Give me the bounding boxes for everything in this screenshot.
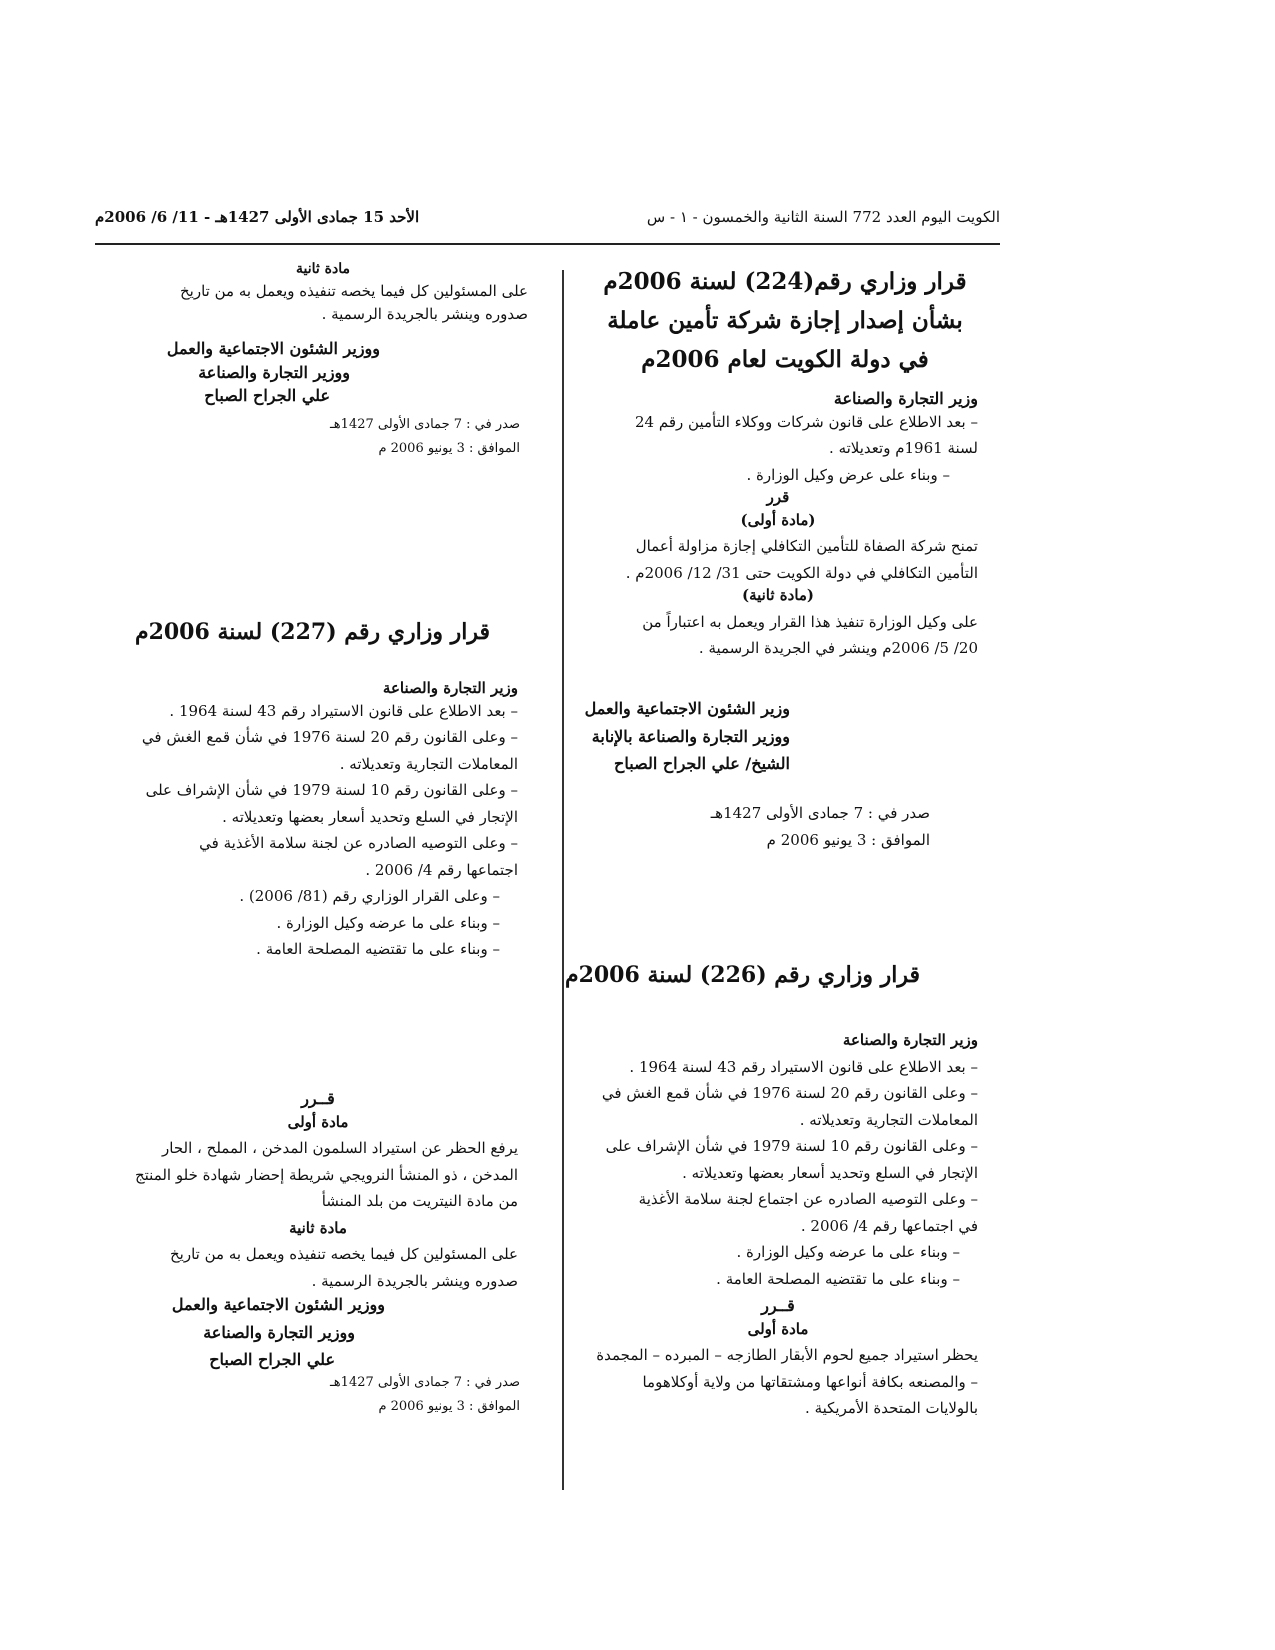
decision-227-preamble-3: المعاملات التجارية وتعديلاته .	[339, 754, 518, 773]
decision-227-articles	[118, 1090, 518, 1289]
decision-227-preamble-5: الإتجار في السلع وتحديد أسعار بعضها وتعديلاته .	[222, 807, 518, 826]
decision-226-title	[564, 962, 920, 988]
decision-226-decided: قــرر	[761, 1296, 795, 1315]
decision-227-signature-line-1: ووزير الشئون الاجتماعية والعمل	[171, 1295, 385, 1314]
decision-224-title-line-3: في دولة الكويت لعام 2006م	[641, 346, 929, 374]
decision-224-title-line-2: بشأن إصدار إجازة شركة تأمين عاملة	[607, 307, 963, 335]
decision-227-signature-line-2: ووزير التجارة والصناعة	[203, 1322, 355, 1342]
decision-226-preamble-9: – وبناء على ما تقتضيه المصلحة العامة .	[716, 1269, 960, 1288]
decision-226-continuation	[118, 262, 528, 322]
decision-227-article-1-line-3: من مادة النيتريت من بلد المنشأ	[321, 1192, 518, 1211]
decision-226-dates	[300, 418, 520, 457]
header-divider	[95, 243, 1000, 245]
decision-226-body	[578, 1032, 978, 1417]
decision-226-preamble-7: في اجتماعها رقم 4/ 2006 .	[800, 1216, 978, 1235]
decision-227-dates	[300, 1376, 520, 1415]
decision-227-article-2-line-1: على المسئولين كل فيما يخصه تنفيذه ويعمل به من تاريخ	[169, 1245, 518, 1264]
decision-224-title	[590, 262, 980, 379]
decision-226-preamble-5: الإتجار في السلع وتحديد أسعار بعضها وتعديلاته .	[682, 1163, 978, 1182]
decision-227-preamble-10: – وبناء على ما تقتضيه المصلحة العامة .	[256, 940, 500, 958]
decision-226-preamble-2: – وعلى القانون رقم 20 لسنة 1976 في شأن قمع الغش في	[601, 1084, 978, 1102]
decision-226-preamble-3: المعاملات التجارية وتعديلاته .	[799, 1110, 978, 1129]
page-header	[95, 208, 1000, 234]
decision-226-signature-line-2: ووزير التجارة والصناعة	[198, 362, 350, 382]
decision-227-minister: وزير التجارة والصناعة	[382, 679, 518, 697]
decision-227-title	[134, 619, 490, 645]
decision-226-article-1-line-1: يحظر استيراد جميع لحوم الأبقار الطازجه – المبرده – المجمدة	[596, 1346, 978, 1365]
decision-227-corresponding: الموافق : 3 يونيو 2006 م	[378, 1399, 520, 1415]
decision-226-article-2-line-1: على المسئولين كل فيما يخصه تنفيذه ويعمل به من تاريخ	[179, 282, 528, 301]
decision-224-article-2-line-1: على وكيل الوزارة تنفيذ هذا القرار ويعمل به اعتباراً من	[642, 612, 978, 631]
decision-224-article-2-title: (مادة ثانية)	[741, 586, 815, 605]
decision-224-issued: صدر في : 7 جمادى الأولى 1427هـ	[710, 804, 930, 822]
decision-227-preamble-7: اجتماعها رقم 4/ 2006 .	[365, 860, 518, 879]
decision-224-article-1-title: (مادة أولى)	[740, 510, 816, 529]
decision-227-issued: صدر في : 7 جمادى الأولى 1427هـ	[330, 1375, 520, 1390]
decision-226-minister: وزير التجارة والصناعة	[842, 1031, 978, 1049]
decision-227-article-2-title: مادة ثانية	[289, 1218, 347, 1237]
decision-227-signature-line-3: علي الجراح الصباح	[209, 1350, 335, 1370]
decision-227-title-text: قرار وزاري رقم (227) لسنة 2006م	[134, 619, 490, 645]
decision-224-signature-line-3: الشيخ/ علي الجراح الصباح	[614, 754, 790, 774]
decision-224-title-line-1: قرار وزاري رقم(224) لسنة 2006م	[603, 268, 967, 295]
decision-224-dates	[690, 805, 930, 848]
column-divider	[562, 270, 564, 1490]
decision-226-preamble-1: – بعد الاطلاع على قانون الاستيراد رقم 43 لسنة 1964 .	[629, 1057, 978, 1076]
decision-224-signature-line-2: ووزير التجارة والصناعة بالإنابة	[591, 726, 790, 746]
decision-226-signature-line-1: ووزير الشئون الاجتماعية والعمل	[166, 339, 380, 358]
decision-224-preamble-2: لسنة 1961م وتعديلاته .	[829, 439, 978, 458]
decision-227-article-1-line-2: المدخن ، ذو المنشأ النرويجي شريطة إحضار شهادة خلو المنتج	[134, 1165, 518, 1184]
decision-224-article-2-line-2: 20/ 5/ 2006م وينشر في الجريدة الرسمية .	[698, 639, 978, 658]
decision-224-article-1-line-1: تمنح شركة الصفاة للتأمين التكافلي إجازة مزاولة أعمال	[635, 537, 978, 556]
decision-226-article-1-line-2: – والمصنعه بكافة أنواعها ومشتقاتها من ولاية أوكلاهوما	[642, 1372, 978, 1391]
decision-227-preamble-4: – وعلى القانون رقم 10 لسنة 1979 في شأن الإشراف على	[145, 781, 518, 799]
decision-227-preamble-1: – بعد الاطلاع على قانون الاستيراد رقم 43 لسنة 1964 .	[169, 701, 518, 720]
decision-226-preamble-4: – وعلى القانون رقم 10 لسنة 1979 في شأن الإشراف على	[605, 1137, 978, 1155]
decision-227-article-1-title: مادة أولى	[287, 1112, 349, 1131]
decision-224-preamble-1: – بعد الاطلاع على قانون شركات ووكلاء التأمين رقم 24	[635, 412, 978, 431]
decision-227-decided: قــرر	[301, 1089, 335, 1108]
decision-224-decided: قرر	[766, 488, 790, 507]
decision-227-preamble-9: – وبناء على ما عرضه وكيل الوزارة .	[276, 913, 500, 932]
decision-226-article-2-title: مادة ثانية	[296, 261, 350, 277]
decision-227-article-2-line-2: صدوره وينشر بالجريدة الرسمية .	[311, 1271, 518, 1290]
decision-227-preamble-8: – وعلى القرار الوزاري رقم (81/ 2006) .	[239, 887, 500, 905]
decision-224-corresponding: الموافق : 3 يونيو 2006 م	[766, 830, 930, 849]
decision-227-article-1-line-1: يرفع الحظر عن استيراد السلمون المدخن ، المملح ، الحار	[162, 1139, 518, 1158]
decision-224-preamble-3: – وبناء على عرض وكيل الوزارة .	[746, 465, 950, 484]
decision-226-signature	[120, 340, 380, 405]
decision-226-article-1-line-3: بالولايات المتحدة الأمريكية .	[805, 1399, 978, 1418]
decision-226-article-1-title: مادة أولى	[747, 1319, 809, 1338]
decision-226-preamble-6: – وعلى التوصيه الصادره عن اجتماع لجنة سلامة الأغذية	[638, 1190, 978, 1208]
decision-224-article-1-line-2: التأمين التكافلي في دولة الكويت حتى 31/ 12/ 2006م .	[625, 563, 978, 582]
decision-226-signature-line-3: علي الجراح الصباح	[204, 386, 330, 406]
header-issue-info: الكويت اليوم العدد 772 السنة الثانية والخمسون - ١ - س	[646, 208, 1000, 226]
decision-227-preamble-2: – وعلى القانون رقم 20 لسنة 1976 في شأن قمع الغش في	[141, 728, 518, 746]
decision-226-corresponding: الموافق : 3 يونيو 2006 م	[378, 441, 520, 457]
decision-226-article-2-line-2: صدوره وينشر بالجريدة الرسمية .	[321, 304, 528, 323]
decision-224-signature	[580, 700, 790, 773]
decision-224-signature-line-1: وزير الشئون الاجتماعية والعمل	[584, 699, 790, 718]
decision-226-issued: صدر في : 7 جمادى الأولى 1427هـ	[330, 417, 520, 432]
decision-226-title-text: قرار وزاري رقم (226) لسنة 2006م	[564, 962, 920, 988]
decision-227-preamble-6: – وعلى التوصيه الصادره عن لجنة سلامة الأغذية في	[199, 834, 518, 852]
decision-227-body	[118, 680, 518, 958]
header-date: الأحد 15 جمادى الأولى 1427هـ - 11/ 6/ 2006م	[95, 208, 420, 226]
decision-224-body	[578, 390, 978, 657]
decision-226-preamble-8: – وبناء على ما عرضه وكيل الوزارة .	[736, 1243, 960, 1261]
decision-227-signature	[125, 1296, 385, 1369]
decision-224-minister: وزير التجارة والصناعة	[833, 389, 978, 408]
